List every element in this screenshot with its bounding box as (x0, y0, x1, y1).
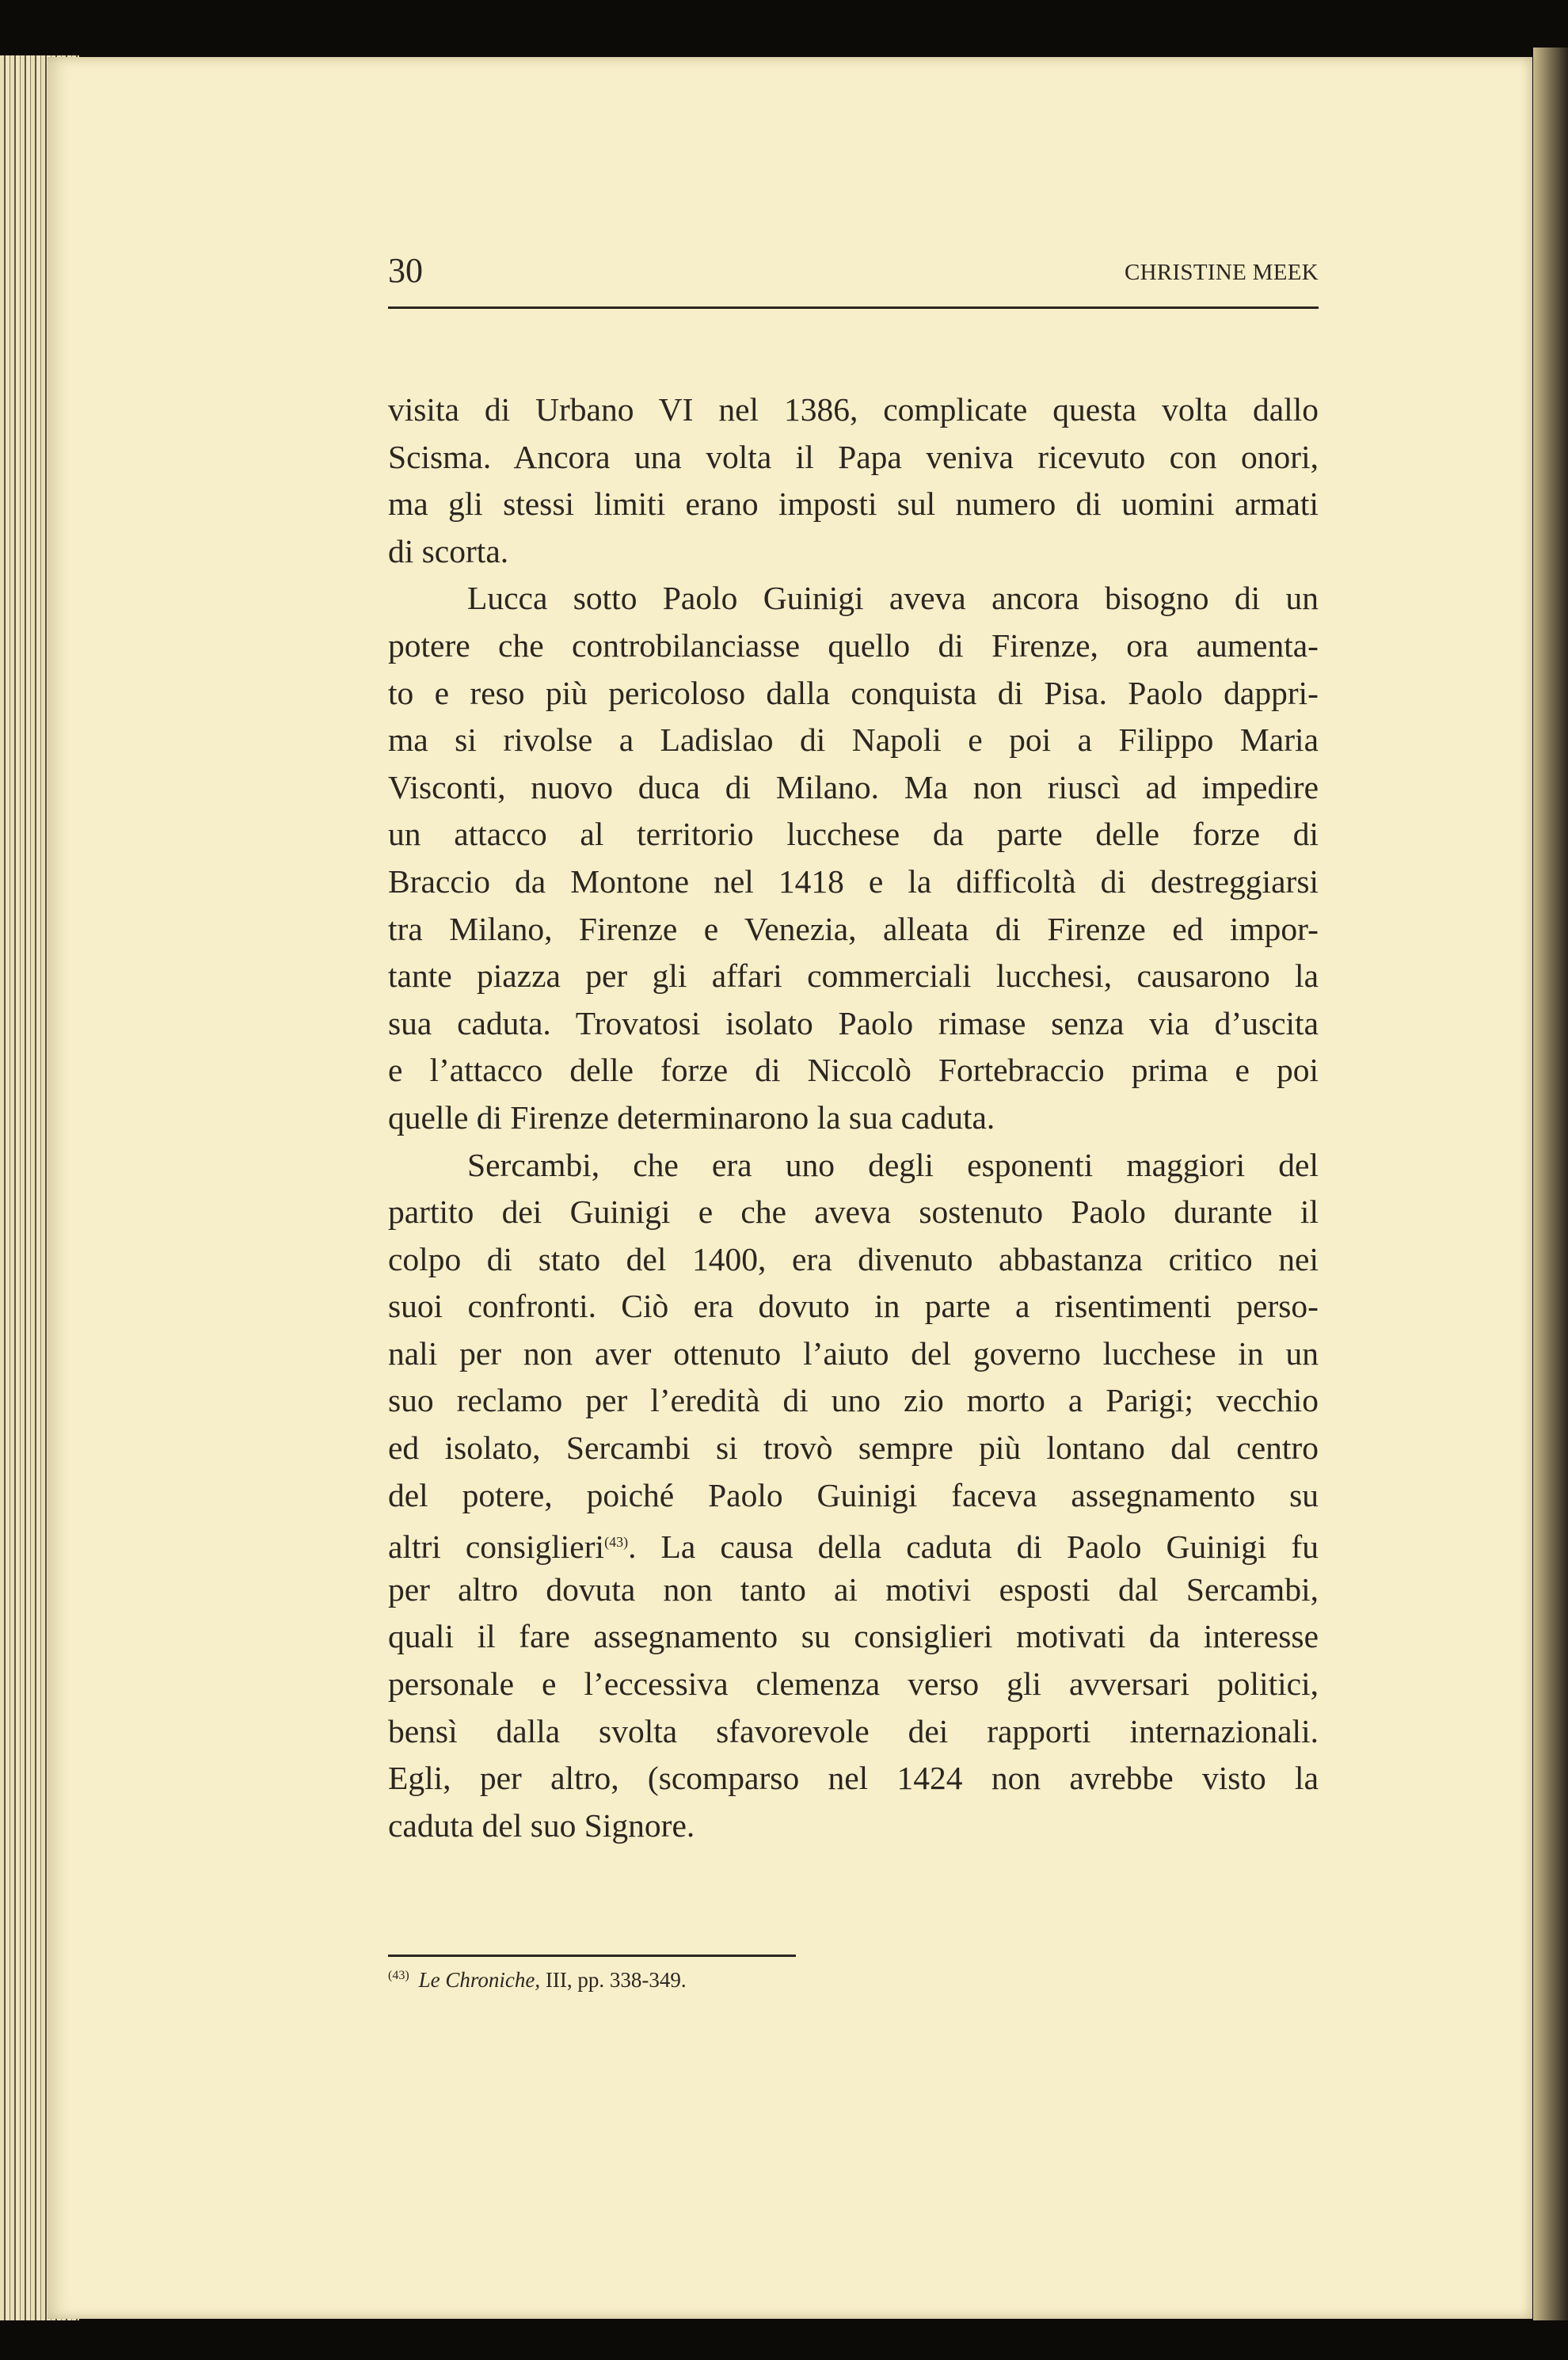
text-line: del potere, poiché Paolo Guinigi faceva assegnamento su (388, 1476, 1319, 1513)
text-line: di scorta. (388, 532, 509, 569)
text-line: tra Milano, Firenze e Venezia, alleata di Firenze ed impor- (388, 910, 1319, 947)
header-rule (388, 306, 1319, 309)
text-line: suoi confronti. Ciò era dovuto in parte a risentimenti perso- (388, 1288, 1319, 1325)
page-number: 30 (388, 251, 423, 290)
body-text (388, 386, 1319, 1849)
footnote (388, 1968, 687, 1993)
text-line: nali per non aver ottenuto l’aiuto del governo lucchese in un (388, 1334, 1319, 1372)
text-line: suo reclamo per l’eredità di uno zio morto a Parigi; vecchio (388, 1382, 1319, 1419)
text-line: ed isolato, Sercambi si trovò sempre più lontano dal centro (388, 1429, 1319, 1467)
text-line: un attacco al territorio lucchese da parte delle forze di (388, 816, 1319, 853)
text-line: tante piazza per gli affari commerciali lucchesi, causarono la (388, 957, 1319, 995)
text-line: personale e l’eccessiva clemenza verso gli avversari politici, (388, 1665, 1319, 1703)
text-line: quelle di Firenze determinarono la sua caduta. (388, 1098, 995, 1136)
text-line: altri consiglieri$^{(43)}$. La causa della caduta di Paolo Guinigi fu (388, 1528, 1319, 1566)
footnote-reference-marker: (43) (604, 1534, 629, 1551)
text-line: quali il fare assegnamento su consiglieri motivati da interesse (388, 1618, 1319, 1655)
text-line: potere che controbilanciasse quello di Firenze, ora aumenta- (388, 626, 1319, 664)
text-line: Egli, per altro, (scomparso nel 1424 non avrebbe visto la (388, 1760, 1319, 1797)
binding-shadow (1533, 48, 1568, 2320)
text-line: to e reso più pericoloso dalla conquista di Pisa. Paolo dappri- (388, 674, 1319, 711)
footnote-marker: (43) (388, 1969, 409, 1982)
footnote-title: Le Chroniche, (418, 1968, 541, 1992)
text-line: Scisma. Ancora una volta il Papa veniva ricevuto con onori, (388, 438, 1319, 475)
text-line: caduta del suo Signore. (388, 1806, 695, 1844)
running-head: CHRISTINE MEEK (1124, 260, 1319, 285)
text-line: Lucca sotto Paolo Guinigi aveva ancora bisogno di un (467, 580, 1319, 617)
text-line: Sercambi, che era uno degli esponenti maggiori del (467, 1146, 1319, 1183)
text-line: per altro dovuta non tanto ai motivi esposti dal Sercambi, (388, 1570, 1319, 1608)
text-line: Visconti, nuovo duca di Milano. Ma non riuscì ad impedire (388, 768, 1319, 805)
text-line: ma si rivolse a Ladislao di Napoli e poi a Filippo Maria (388, 721, 1319, 759)
text-line: partito dei Guinigi e che aveva sostenuto Paolo durante il (388, 1193, 1319, 1231)
text-line: colpo di stato del 1400, era divenuto abbastanza critico nei (388, 1240, 1319, 1277)
text-line: ma gli stessi limiti erano imposti sul numero di uomini armati (388, 485, 1319, 523)
footnote-reference: III, pp. 338-349. (540, 1968, 687, 1992)
text-line: sua caduta. Trovatosi isolato Paolo rimase senza via d’uscita (388, 1004, 1319, 1041)
text-line: Braccio da Montone nel 1418 e la difficoltà di destreggiarsi (388, 862, 1319, 900)
text-line: visita di Urbano VI nel 1386, complicate questa volta dallo (388, 391, 1319, 428)
text-line: e l’attacco delle forze di Niccolò Fortebraccio prima e poi (388, 1052, 1319, 1089)
text-line: bensì dalla svolta sfavorevole dei rapporti internazionali. (388, 1712, 1319, 1749)
footnote-rule (388, 1955, 796, 1957)
